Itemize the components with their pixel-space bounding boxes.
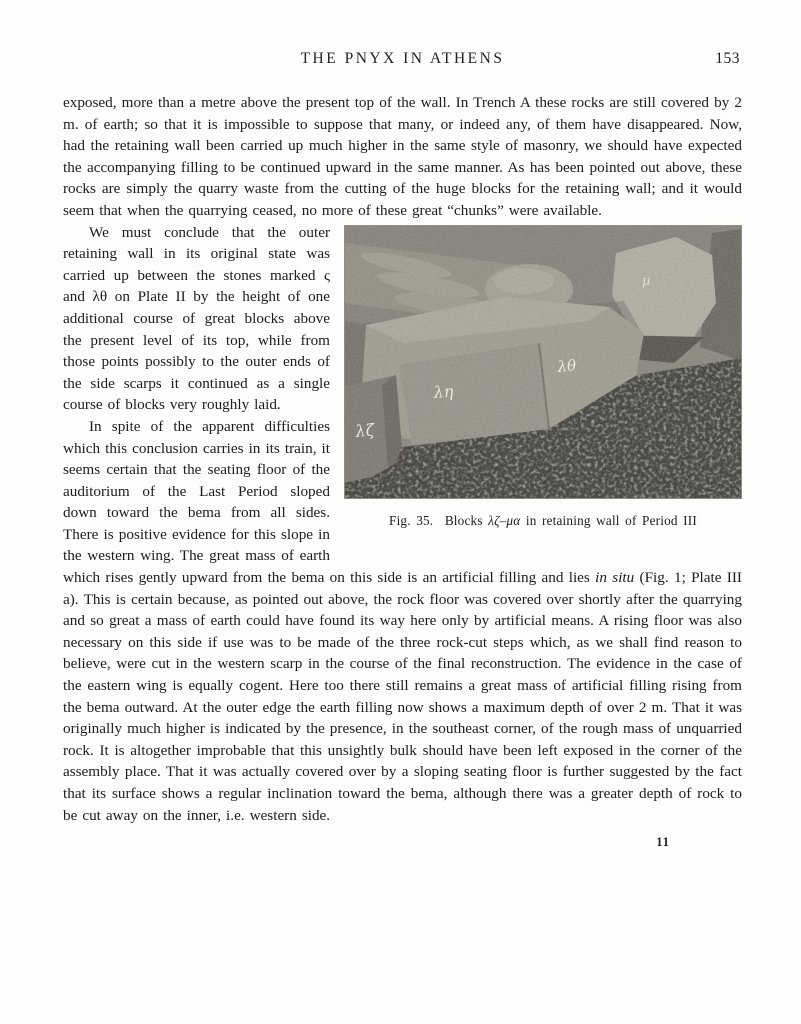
photo-label-lambda-zeta: λζ	[354, 419, 376, 441]
caption-figure-number: Fig. 35.	[389, 512, 434, 528]
figure-caption	[344, 512, 742, 529]
page-title: THE PNYX IN ATHENS	[300, 50, 505, 67]
caption-text-post: in retaining wall of Period III	[525, 512, 697, 528]
paragraph-continuation: exposed, more than a metre above the present top of the wall. In Trench A these rocks are still covered by 2 m. of earth; so that it is impossible to suppose that many, or indeed any, of them have disappeared. Now, had the retaining wall been carried up much higher in the same style of masonry, we should have expected the accompanying filling to be continued upward in the same manner. As has been pointed out above, these rocks are simply the quarry waste from the cutting of the huge blocks for the retaining wall; and it would seem that when the quarrying ceased, no more of these great “chunks” were available.	[63, 94, 742, 219]
paragraph-slope-italic: in situ	[595, 569, 635, 587]
photo-label-lambda-theta: λθ	[556, 355, 577, 376]
photo-label-mu: μ	[642, 273, 651, 289]
photo-grain-dark	[344, 225, 742, 499]
paragraph-slope-text-1: In spite of the apparent difficulties which this conclusion carries in its train, it seems certain that the seating floor of the auditorium of the Last Period sloped down toward the bema from all sides. There is positive evidence for this slope in the western wing. The great mass of earth which rises gently upward from the bema on this side is an artificial filling and lies	[63, 417, 596, 587]
running-head	[63, 50, 742, 72]
figure-35	[344, 225, 742, 529]
photo-label-lambda-eta: λη	[432, 381, 454, 402]
page-content	[63, 50, 742, 854]
caption-text-pre: Blocks	[444, 512, 483, 528]
figure-photo	[344, 225, 742, 499]
paragraph-slope-text-2: (Fig. 1; Plate III a). This is certain because, as pointed out above, the rock floor was covered over shortly after the quarrying and so great a mass of earth could have found its way here only by artificial means. A rising floor was also necessary on this side if use was to be made of the three rock-cut steps which, as we shall find reason to believe, were cut in the western scarp in the course of the final reconstruction. The evidence in the case of the eastern wing is equally cogent. Here too there still remains a great mass of artificial filling rising from the bema outward. At the outer edge the earth filling now shows a maximum depth of over 2 m. That it was originally much higher is indicated by the presence, in the southeast corner, of the rough mass of unquarried rock. It is altogether improbable that this unsightly bulk should have been left exposed in the corner of the assembly place. That it was actually covered over by a sloping seating floor is further suggested by the fact that its surface shows a regular inclination toward the bema, although there was a greater depth of rock to be cut away on the inner, i.e. western side.	[63, 569, 742, 824]
paragraph-conclusion: We must conclude that the outer retaining wall in its original state was carried up between the stones marked ς and λθ on Plate II by the height of one additional course of great blocks above the present level of its top, while from those points possibly to the outer ends of the side scarps it continued as a single course of blocks very roughly laid.	[63, 223, 330, 414]
page-number: 153	[715, 50, 740, 67]
body-text	[63, 92, 742, 854]
caption-greek-range: λζ–μα	[488, 512, 521, 528]
signature-number: 11	[656, 835, 670, 850]
